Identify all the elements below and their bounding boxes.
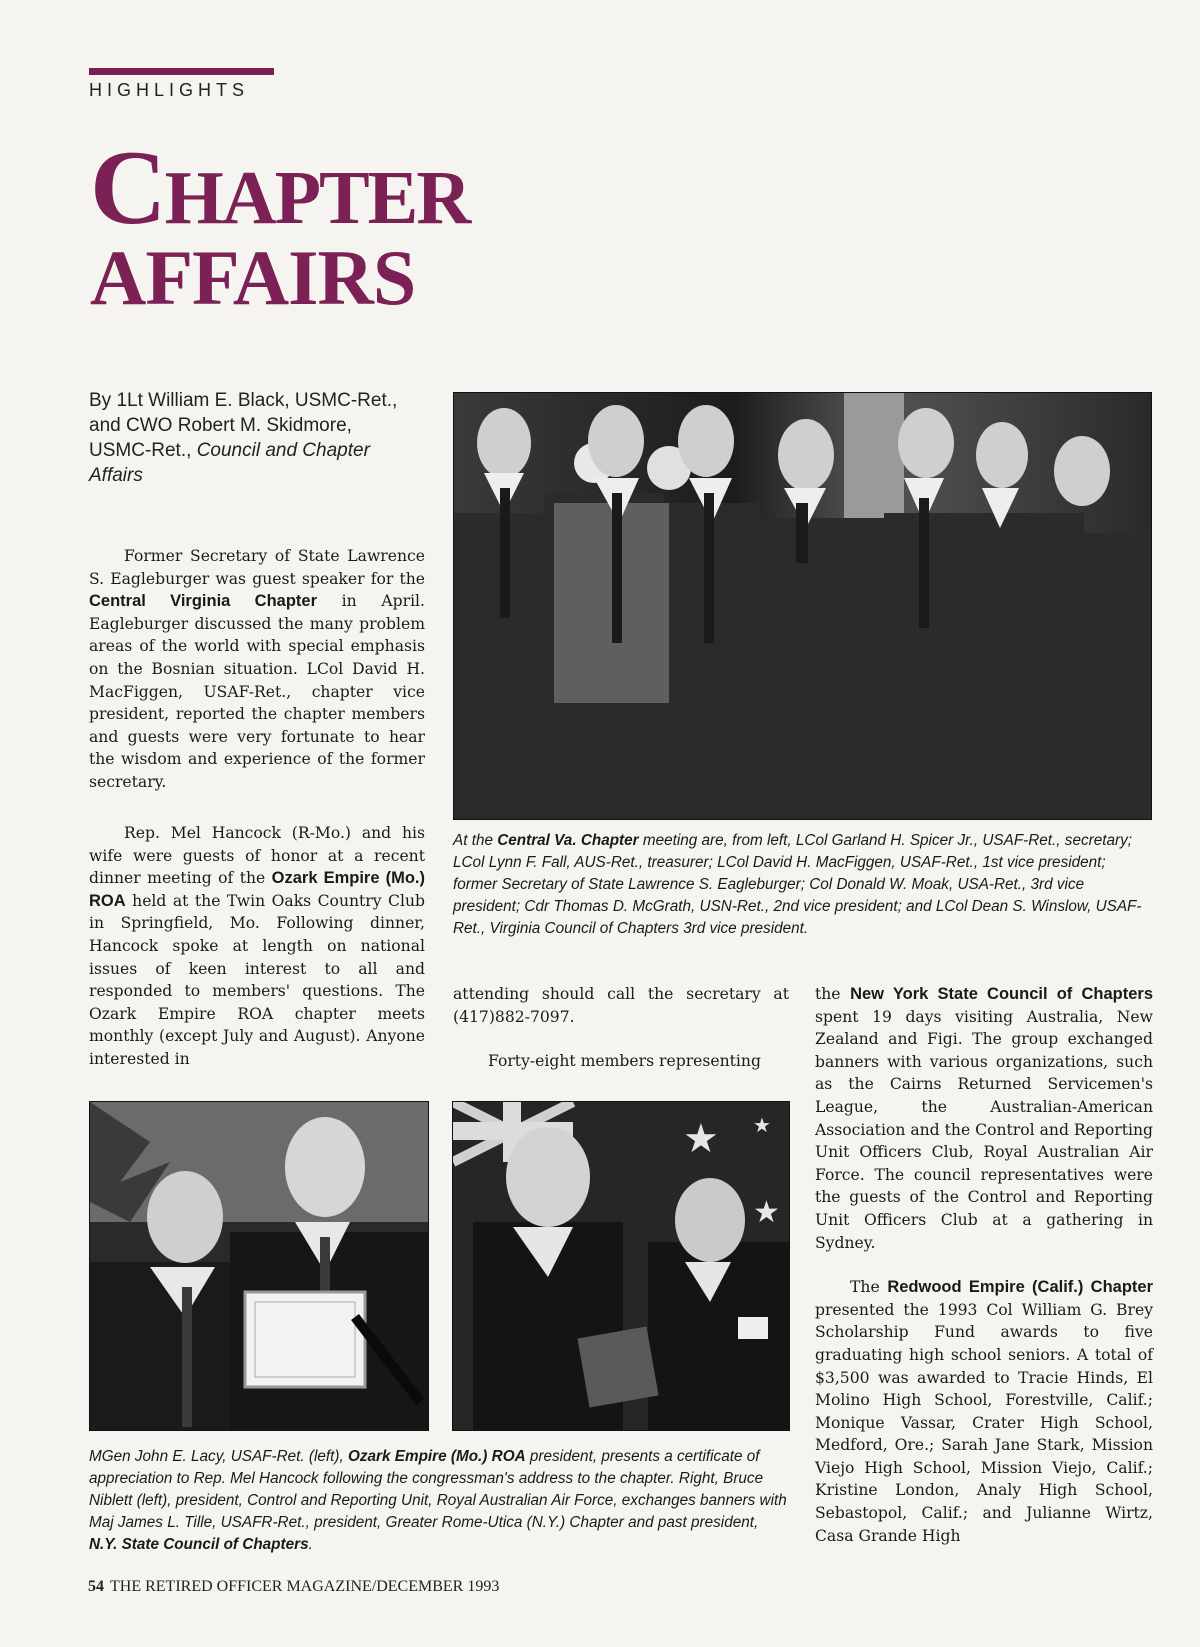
svg-text:★: ★: [683, 1116, 719, 1162]
paragraph-contact: attending should call the secretary at (417)882-7097.: [453, 985, 789, 1026]
column-1-top: [89, 545, 425, 794]
paragraph-eagleburger: Former Secretary of State Lawrence S. Eagleburger was guest speaker for the Central Virginia Chapter in April. Eagleburger discussed the many problem areas of the world with special emphasis on the Bosnian situation. LCol David H. MacFiggen, USAF-Ret., chapter vice president, reported the chapter members and guests were very fortunate to hear the wisdom and experience of the former secretary.: [89, 547, 425, 791]
caption-council-name: N.Y. State Council of Chapters: [89, 1536, 309, 1553]
paragraph-forty-eight: Forty-eight members representing: [488, 1052, 761, 1071]
title-initial: C: [90, 129, 165, 246]
group-photo-illustration: [454, 393, 1151, 819]
caption-chapter-name: Central Va. Chapter: [497, 832, 639, 849]
paragraph-new-york: the New York State Council of Chapters spent 19 days visiting Australia, New Zealand and Figi. The group exchanged banners with various organizations, such as the Cairns Returned Servicemen's League, the Australian-American Association and the Control and Reporting Unit Officers Club, Royal Australian Air Force. The council representatives were the guests of the Control and Reporting Unit Officers Club at a gathering in Sydney.: [815, 985, 1153, 1252]
column-3: [815, 983, 1153, 1547]
column-1-bottom: [89, 822, 425, 1071]
photo-ozark-certificate: [89, 1101, 429, 1431]
svg-text:★: ★: [753, 1113, 771, 1137]
photo-banner-exchange: [452, 1101, 790, 1431]
paragraph-redwood: The Redwood Empire (Calif.) Chapter presented the 1993 Col William G. Brey Scholarship Fund awards to five graduating high school seniors. A total of $3,500 was awarded to Tracie Hinds, El Molino High School, Forestville, Calif.; Monique Vassar, Crater High School, Medford, Ore.; Sarah Jane Stark, Mission Viejo High School, Mission Viejo, Calif.; Kristine London, Analy High School, Sebastopol, Calif.; and Julianne Wirtz, Casa Grande High: [815, 1278, 1153, 1545]
council-name: New York State Council of Chapters: [850, 985, 1153, 1003]
caption-top-photo: At the Central Va. Chapter meeting are, from left, LCol Garland H. Spicer Jr., USAF-Ret., secretary; LCol Lynn F. Fall, AUS-Ret., treasurer; LCol David H. MacFiggen, USAF-Ret., 1st vice president; former Secretary of State Lawrence S. Eagleburger; Col Donald W. Moak, USA-Ret., 3rd vice president; Cdr Thomas D. McGrath, USN-Ret., 2nd vice president; and LCol Dean S. Winslow, USAF-Ret., Virginia Council of Chapters 3rd vice president.: [453, 832, 1142, 937]
byline-role: Council and Chapter Affairs: [89, 440, 370, 486]
column-2: [453, 983, 789, 1073]
page-footer: [88, 1578, 499, 1596]
title-line1-rest: HAPTER: [164, 156, 470, 240]
page-title: [90, 129, 470, 321]
chapter-name: Redwood Empire (Calif.) Chapter: [887, 1278, 1153, 1297]
page-number: 54: [88, 1578, 104, 1595]
publication-info: THE RETIRED OFFICER MAGAZINE/DECEMBER 1993: [110, 1578, 500, 1595]
section-rule: [89, 68, 274, 75]
svg-text:★: ★: [753, 1195, 780, 1230]
chapter-name: Central Virginia Chapter: [89, 592, 317, 611]
byline-authors: By 1Lt William E. Black, USMC-Ret., and CWO Robert M. Skidmore, USMC-Ret.,: [89, 390, 398, 461]
certificate-photo-illustration: [90, 1102, 428, 1430]
section-label: HIGHLIGHTS: [89, 80, 250, 100]
caption-chapter-name: Ozark Empire (Mo.) ROA: [348, 1448, 526, 1465]
title-line2: AFFAIRS: [90, 234, 416, 321]
caption-bottom-photos: MGen John E. Lacy, USAF-Ret. (left), Ozark Empire (Mo.) ROA president, presents a certificate of appreciation to Rep. Mel Hancock following the congressman's address to the chapter. Right, Bruce Niblett (left), president, Control and Reporting Unit, Royal Australian Air Force, exchanges banners with Maj James L. Tille, USAFR-Ret., president, Greater Rome-Utica (N.Y.) Chapter and past president, N.Y. State Council of Chapters.: [89, 1448, 787, 1553]
byline: [89, 388, 419, 488]
banner-photo-illustration: [453, 1102, 789, 1430]
photo-central-va-chapter: [453, 392, 1152, 820]
paragraph-hancock: Rep. Mel Hancock (R-Mo.) and his wife were guests of honor at a recent dinner meeting of the Ozark Empire (Mo.) ROA held at the Twin Oaks Country Club in Springfield, Mo. Following dinner, Hancock spoke at length on national issues of keen interest to all and responded to members' questions. The Ozark Empire ROA chapter meets monthly (except July and August). Anyone interested in: [89, 824, 425, 1068]
chapter-name: Ozark Empire (Mo.) ROA: [89, 869, 425, 910]
